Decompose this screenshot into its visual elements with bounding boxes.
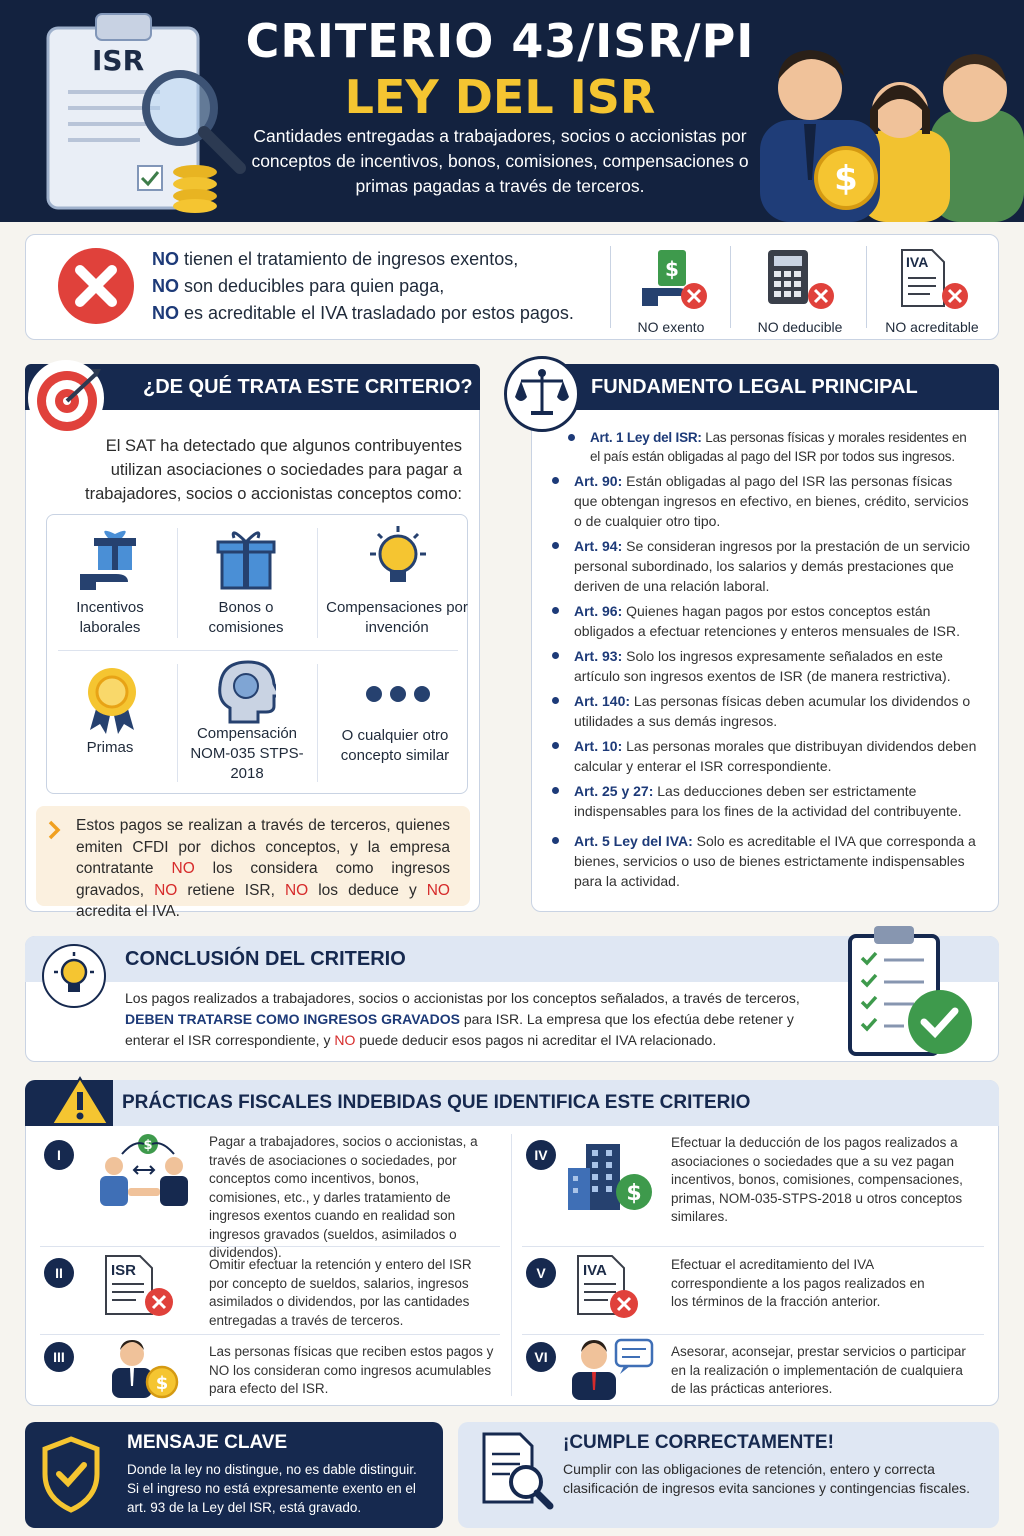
document-search-icon <box>480 1430 556 1512</box>
legal-heading: FUNDAMENTO LEGAL PRINCIPAL <box>531 364 999 410</box>
concept-incentivos: Incentivos laborales <box>76 599 144 636</box>
head-brain-icon <box>216 660 276 724</box>
legal-item-art140: Art. 140: Las personas físicas deben acumular los dividendos o utilidades a sus demás ingresos. <box>574 691 978 731</box>
badge-no-deducible: NO deducible <box>757 319 843 335</box>
concept-otro: O cualquier otro concepto similar <box>340 727 450 764</box>
legal-item-art96: Art. 96: Quienes hagan pagos por estos conceptos están obligados a efectuar retenciones y enteros mensuales de ISR. <box>574 601 978 641</box>
checklist-approved-icon <box>844 924 978 1058</box>
lightbulb-icon <box>366 524 430 592</box>
practice-text-1: Pagar a trabajadores, socios o accionistas, a través de asociaciones o sociedades, por conceptos como incentivos, bonos, comisiones, etc., y darles tratamiento de ingresos exentos cuando en realidad son ingresos gravados (sueldos, asimilados o dividendos). <box>209 1134 478 1260</box>
comply-text: Cumplir con las obligaciones de retención, entero y correcta clasificación de ingresos evita sanciones y contingencias fiscales. <box>563 1461 970 1496</box>
isr-icon-label: ISR <box>111 1262 137 1279</box>
money-hand-icon <box>640 248 710 312</box>
badge-no-acreditable: NO acreditable <box>885 319 979 335</box>
iva-icon-label: IVA <box>906 254 929 270</box>
practice-text-2: Omitir efectuar la retención y entero del ISR por concepto de sueldos, salarios, ingresos asimilados o dividendos, por las cantidades entregadas a través de terceros. <box>209 1257 472 1328</box>
practice-num-6: VI <box>526 1342 556 1372</box>
practice-text-6: Asesorar, aconsejar, prestar servicios o participar en la realización o implementación de cualquiera de las prácticas anteriores. <box>671 1344 966 1396</box>
building-money-icon <box>566 1138 656 1214</box>
about-heading: ¿DE QUÉ TRATA ESTE CRITERIO? <box>25 364 480 410</box>
header-description: Cantidades entregadas a trabajadores, socios o accionistas por conceptos de incentivos, bonos, comisiones, compensaciones o primas pagadas a través de terceros. <box>251 126 749 196</box>
practice-text-5: Efectuar el acreditamiento del IVA correspondiente a los pagos realizados en los términos de la fracción anterior. <box>671 1257 925 1309</box>
legal-item-art94: Art. 94: Se consideran ingresos por la prestación de un servicio personal subordinado, los salarios y demás prestaciones que deriven de una relación laboral. <box>574 536 978 596</box>
scales-justice-icon <box>504 356 580 432</box>
shield-check-icon <box>40 1436 102 1514</box>
iva-practice-icon-label: IVA <box>583 1262 607 1279</box>
conclusion-text: Los pagos realizados a trabajadores, socios o accionistas por los conceptos señalados, a través de terceros, DEBEN TRATARSE COMO INGRESOS GRAVADOS para ISR. La empresa que los efectúa debe retener y enterar el ISR correspondiente, y NO puede deducir esos pagos ni acreditar el IVA relacionado. <box>125 990 800 1048</box>
people-coin-icon <box>760 40 1024 222</box>
page-title: CRITERIO 43/ISR/PI <box>245 14 755 68</box>
isr-doc-label: ISR <box>92 44 145 77</box>
concept-nom035: Compensación NOM-035 STPS-2018 <box>190 725 304 782</box>
practice-num-4: IV <box>526 1140 556 1170</box>
chevron-right-icon <box>46 818 62 842</box>
practice-num-2: II <box>44 1258 74 1288</box>
concept-bonos: Bonos o comisiones <box>208 599 284 636</box>
header-banner <box>0 0 1024 222</box>
gift-box-icon <box>216 528 276 592</box>
legal-item-art10: Art. 10: Las personas morales que distribuyan dividendos deben calcular y enterar el ISR correspondiente. <box>574 736 978 776</box>
advisor-speech-icon <box>566 1336 656 1402</box>
conclusion-lightbulb-icon <box>42 944 106 1008</box>
handshake-money-icon <box>94 1132 194 1208</box>
about-note: Estos pagos se realizan a través de terceros, quienes emiten CFDI por dichos conceptos, y la empresa contratante NO los considera como ingresos gravados, NO retiene ISR, NO los deduce y NO acredita el IVA. <box>76 817 450 920</box>
gift-hand-icon <box>78 528 144 592</box>
about-intro: El SAT ha detectado que algunos contribuyentes utilizan asociaciones o sociedades para pagar a trabajadores, socios o accionistas conceptos como: <box>85 437 462 503</box>
svg-text:$: $ <box>155 1373 169 1394</box>
svg-text:$: $ <box>626 1181 642 1206</box>
practice-text-4: Efectuar la deducción de los pagos realizados a asociaciones o sociedades que a su vez pagan incentivos, bonos, comisiones, compensaciones, primas, NOM-035-STPS-2018 u otros conceptos similares. <box>671 1135 963 1224</box>
legal-list <box>574 428 978 891</box>
warning-icon <box>50 1074 110 1126</box>
svg-text:$: $ <box>143 1138 153 1153</box>
key-message-heading: MENSAJE CLAVE <box>127 1432 288 1453</box>
svg-text:$: $ <box>665 257 679 281</box>
legal-item-art90: Art. 90: Están obligadas al pago del ISR las personas físicas que obtengan ingresos en efectivo, en bienes, crédito, servicios o de cualquier otro tipo. <box>574 471 978 531</box>
award-medal-icon <box>84 666 140 734</box>
key-message-text: Donde la ley no distingue, no es dable distinguir. Si el ingreso no está expresamente exento en el art. 93 de la Ley del ISR, está gravado. <box>127 1462 417 1515</box>
more-dots-icon <box>364 684 432 704</box>
legal-item-art93: Art. 93: Solo los ingresos expresamente señalados en este artículo son ingresos exentos de ISR (de manera restrictiva). <box>574 646 978 686</box>
comply-heading: ¡CUMPLE CORRECTAMENTE! <box>563 1432 834 1453</box>
conclusion-heading: CONCLUSIÓN DEL CRITERIO <box>125 948 406 970</box>
practice-num-5: V <box>526 1258 556 1288</box>
concept-compensaciones: Compensaciones por invención <box>326 599 468 636</box>
concept-primas: Primas <box>86 739 134 756</box>
calculator-icon <box>766 248 838 312</box>
businessman-coin-icon <box>106 1338 182 1400</box>
badge-no-exento: NO exento <box>637 319 705 335</box>
practice-num-1: I <box>44 1140 74 1170</box>
practices-heading: PRÁCTICAS FISCALES INDEBIDAS QUE IDENTIFICA ESTE CRITERIO <box>122 1092 751 1113</box>
legal-item-art1: Art. 1 Ley del ISR: Las personas físicas y morales residentes en el país están obligadas al pago del ISR por todos sus ingresos. <box>590 428 978 466</box>
practice-text-3: Las personas físicas que reciben estos pagos y NO los consideran como ingresos acumulables para efecto del ISR. <box>209 1344 494 1396</box>
notice-text: NO tienen el tratamiento de ingresos exentos, NO son deducibles para quien paga, NO es acreditable el IVA trasladado por estos pagos. <box>152 249 574 323</box>
svg-text:$: $ <box>834 159 858 199</box>
legal-item-art25-27: Art. 25 y 27: Las deducciones deben ser estrictamente indispensables para los fines de la actividad del contribuyente. <box>574 781 978 821</box>
legal-item-art5-iva: Art. 5 Ley del IVA: Solo es acreditable el IVA que corresponda a bienes, servicios o uso de bienes estrictamente indispensables para la actividad. <box>574 831 978 891</box>
target-icon <box>28 360 104 436</box>
page-subtitle: LEY DEL ISR <box>344 70 656 124</box>
error-x-icon <box>56 246 136 326</box>
practice-num-3: III <box>44 1342 74 1372</box>
